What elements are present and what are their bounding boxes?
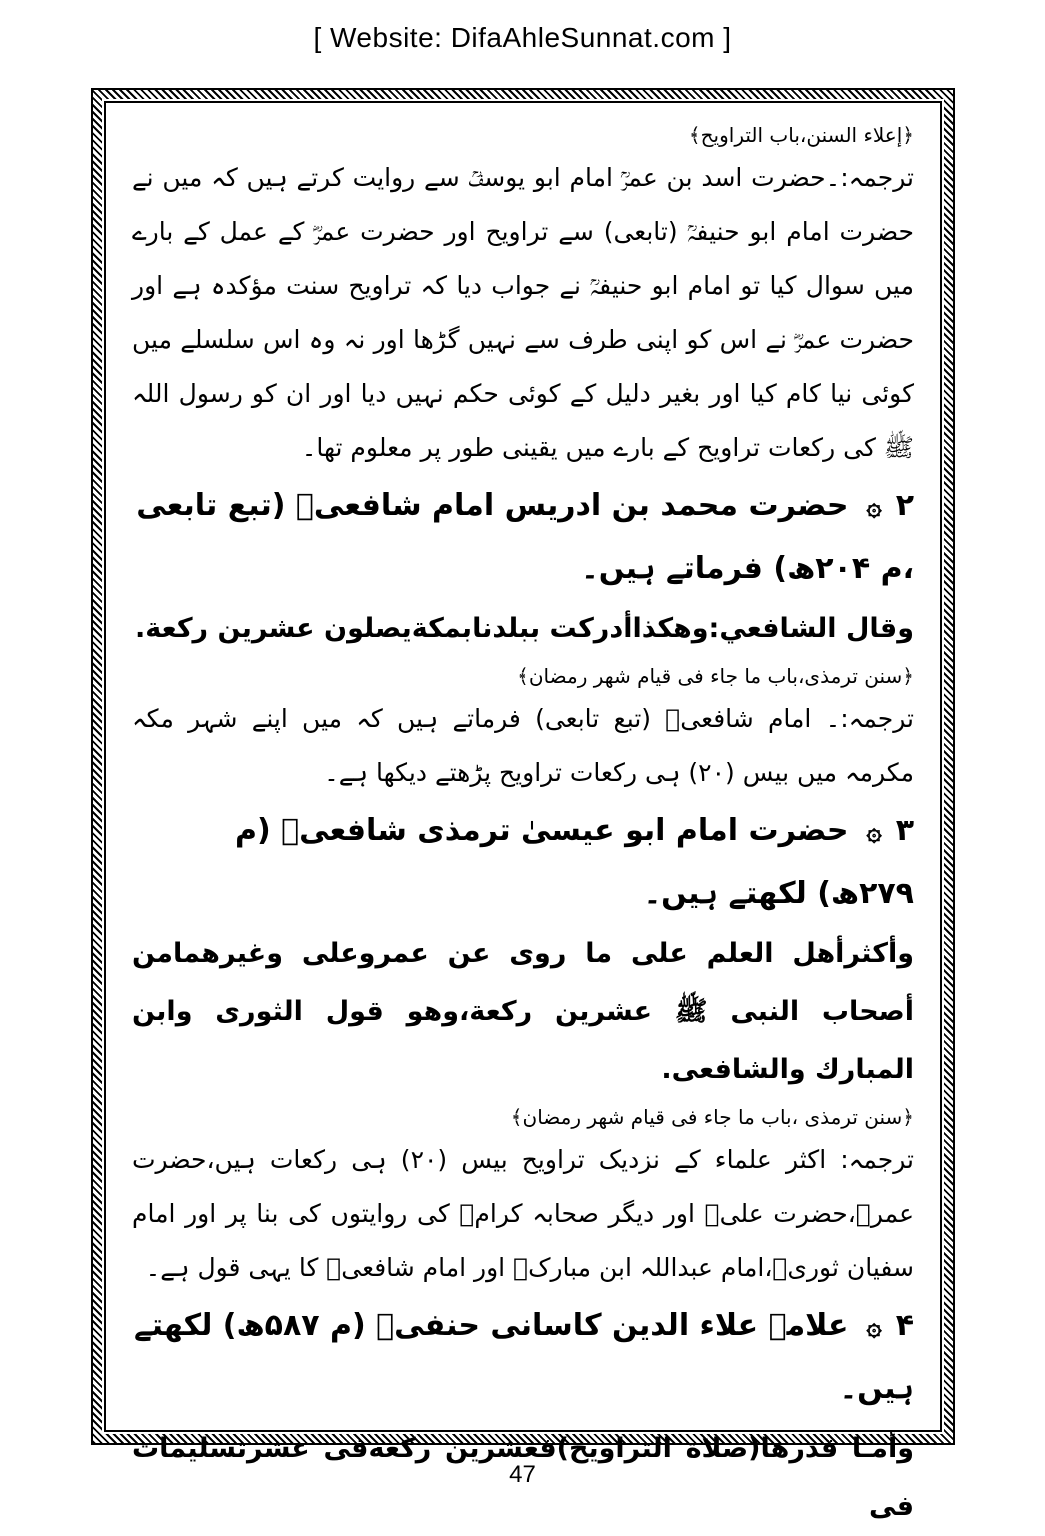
ornament-icon: ۞ [866,817,882,847]
translation-paragraph: ترجمہ:۔ امام شافعیؒ (تبع تابعی) فرماتے ہیں کہ میں اپنے شہر مکہ مکرمہ میں بیس (۲۰) ہی رکعات تراویح پڑھتے دیکھا ہے۔ [132,704,914,787]
arabic-quote: وقال الشافعي:وهكذاأدركت ببلدنابمكةيصلون عشرين ركعة. [134,613,914,644]
point-number: ۳ [895,813,914,848]
point-heading [132,800,914,925]
point-text: حضرت محمد بن ادریس امام شافعیؒ (تبع تابعی ،م ۲۰۴ھ) فرماتے ہیں۔ [136,488,914,586]
website-header: [ Website: DifaAhleSunnat.com ] [313,22,732,53]
point-number: ۲ [895,488,914,523]
page-number: 47 [509,1461,536,1488]
point-heading [132,1295,914,1420]
translation-paragraph: ترجمہ:۔حضرت اسد بن عمرؒ امام ابو یوسفؒ سے روایت کرتے ہیں کہ میں نے حضرت امام ابو حنیفہؒ (تابعی) سے تراویح اور حضرت عمرؓ کے عمل کے بارے میں سوال کیا تو امام ابو حنیفہؒ نے جواب دیا کہ تراویح سنت مؤکدہ ہے اور حضرت عمرؓ نے اس کو اپنی طرف سے نہیں گڑھا اور نہ وہ اس سلسلے میں کوئی نیا کام کیا اور بغیر دلیل کے کوئی حکم نہیں دیا اور ان کو رسول اللہ ﷺ کی رکعات تراویح کے بارے میں یقینی طور پر معلوم تھا۔ [132,163,914,462]
arabic-quote: وأمـا قدرها(صلاة التراويح)فعشرين ركعةفى عشرتسليمات فى [132,1433,914,1522]
point-text: حضرت امام ابو عیسیٰ ترمذی شافعیؒ (م ۲۷۹ھ) لکھتے ہیں۔ [234,813,914,911]
ornament-icon: ۞ [866,1312,882,1342]
source-citation: ﴿سنن ترمذی،باب ما جاء فی قیام شهر رمضان﴾ [517,664,914,688]
source-citation: ﴿سنن ترمذی ،باب ما جاء فی قیام شهر رمضان﴾ [510,1105,914,1129]
point-text: علامہ علاء الدین کاسانی حنفیؒ (م ۵۸۷ھ) لکھتے ہیں۔ [134,1308,914,1406]
translation-paragraph: ترجمہ: اکثر علماء کے نزدیک تراویح بیس (۲۰) ہی رکعات ہیں،حضرت عمرؓ،حضرت علیؓ اور دیگر صحابہ کرامؓ کی روایتوں کی بنا پر اور امام سفیان ثوریؒ،امام عبداللہ ابن مبارکؒ اور امام شافعیؒ کا یہی قول ہے۔ [132,1145,914,1282]
point-number: ۴ [895,1308,914,1343]
point-heading [132,475,914,600]
source-citation: ﴿إعلاء السنن،باب التراويح﴾ [688,123,914,147]
ornament-icon: ۞ [866,492,882,522]
arabic-quote: وأكثرأهل العلم على ما روى عن عمروعلى وغيرهمامن أصحاب النبى ﷺ عشرين ركعة،وهو قول الثورى وابن المبارك والشافعى. [132,938,914,1085]
